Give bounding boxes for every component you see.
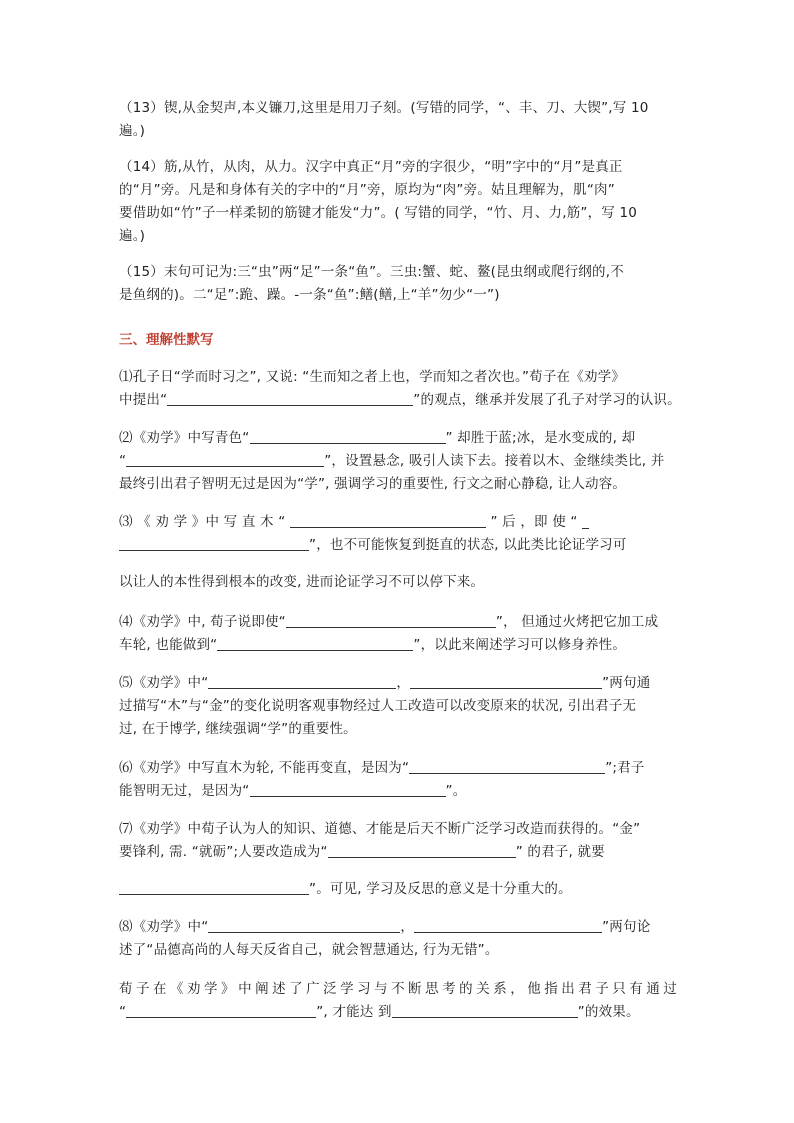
- question-4-mid: ”， 但通过火烤把它加工成: [495, 614, 659, 630]
- answer-blank-5a[interactable]: [208, 673, 396, 689]
- question-5-line-3: 过, 在于博学, 继续强调“学”的重要性。: [119, 721, 357, 737]
- section-heading: 三、理解性默写: [119, 332, 214, 348]
- question-7: [119, 818, 677, 901]
- question-1-line-1: ⑴孔子日“学而时习之”, 又说: “生而知之者上也，学而知之者次也。”荀子在《劝学》: [119, 369, 626, 385]
- question-3-line-1: [119, 511, 677, 534]
- note-15-line-2: 是鱼纲的)。二“足”:跪、躁。-一条“鱼”:鳝(鳝,上“羊”勿少“一”): [119, 287, 500, 303]
- note-14-line-4: 遍。): [119, 228, 146, 244]
- answer-blank-7b[interactable]: [119, 879, 309, 895]
- answer-blank-3b[interactable]: [119, 535, 309, 551]
- question-3-mid: ” 后 ，即 使 “ _: [490, 514, 590, 530]
- question-9-open-quote: “: [119, 1004, 127, 1020]
- question-9-suffix: ”的效果。: [577, 1004, 640, 1020]
- question-2-open-quote: “: [119, 453, 127, 469]
- question-6-line-1: [119, 757, 677, 780]
- answer-blank-8b[interactable]: [414, 917, 602, 933]
- question-2-line-1: [119, 427, 677, 450]
- question-6-suffix: ”。: [445, 783, 467, 799]
- question-6-line-2: [119, 780, 677, 803]
- question-8: [119, 916, 677, 962]
- question-5-line-2: 过描写“木”与“金”的变化说明客观事物经过人工改造可以改变原来的状况, 引出君子无: [119, 698, 637, 714]
- question-7-suffix: ”。可见, 学习及反思的意义是十分重大的。: [309, 881, 572, 897]
- question-3-prefix: ⑶ 《 劝 学 》中 写 直 木 “: [119, 514, 286, 530]
- question-8-prefix: ⑻《劝学》中“: [119, 919, 209, 935]
- question-4-suffix: ”，以此来阐述学习可以修身养性。: [413, 637, 627, 653]
- question-3-line-3: 以让人的本性得到根本的改变, 进而论证学习不可以停下来。: [119, 574, 485, 590]
- question-5-mid: ”两句通: [602, 675, 651, 691]
- note-14-line-3: 要借助如“竹”子一样柔韧的筋键才能发“力”。( 写错的同学，“竹、月、力,筋”，写 10: [119, 205, 638, 221]
- question-8-line-1: [119, 916, 677, 939]
- note-14-line-2: 的“月”旁。凡是和身体有关的字中的“月”旁，原均为“肉”旁。姑且理解为，肌“肉”: [119, 182, 615, 198]
- question-2: [119, 427, 677, 496]
- answer-blank-6b[interactable]: [250, 781, 446, 797]
- answer-blank-1[interactable]: [167, 390, 413, 406]
- question-1-line-2: [119, 389, 681, 412]
- answer-blank-2a[interactable]: [250, 428, 446, 444]
- answer-blank-4b[interactable]: [217, 635, 413, 651]
- question-7-line-3: [119, 878, 677, 901]
- answer-blank-3a[interactable]: [290, 512, 486, 528]
- question-4-line-2: [119, 634, 677, 657]
- question-4: [119, 611, 677, 657]
- question-7-mid: ” 的君子, 就要: [515, 844, 605, 860]
- note-13: [119, 97, 677, 143]
- note-14-line-1: （14）筋,从竹，从肉，从力。汉字中真正“月”旁的字很少，“明”字中的“月”是真正: [119, 159, 623, 175]
- answer-blank-4a[interactable]: [286, 612, 496, 628]
- answer-blank-6a[interactable]: [409, 758, 605, 774]
- question-9-line-2: [119, 1001, 677, 1024]
- question-7-line-1: ⑺《劝学》中荀子认为人的知识、道德、才能是后天不断广泛学习改造而获得的。“金”: [119, 821, 641, 837]
- question-2-line-3: 最终引出君子智明无过是因为“学”, 强调学习的重要性, 行文之耐心静稳, 让人动容。: [119, 476, 627, 492]
- question-7-line-2: [119, 841, 677, 864]
- note-15: [119, 261, 677, 307]
- question-4-prefix: ⑷《劝学》中, 荀子说即使“: [119, 614, 286, 630]
- question-8-mid: ”两句论: [602, 919, 651, 935]
- question-3-line-2: [119, 534, 677, 557]
- answer-blank-9a[interactable]: [126, 1002, 316, 1018]
- answer-blank-7a[interactable]: [328, 842, 516, 858]
- answer-blank-5b[interactable]: [410, 673, 602, 689]
- note-13-line-1: （13）锲,从金契声,本义镰刀,这里是用刀子刻。(写错的同学，“、丰、刀、大锲”,写 10: [119, 100, 649, 116]
- note-15-line-1: （15）末句可记为:三“虫”两“足”一条“鱼”。三虫:蟹、蛇、鳌(昆虫纲或爬行纲的,不: [119, 264, 624, 280]
- question-2-mid: ” 却胜于蓝;冰，是水变成的, 却: [445, 430, 636, 446]
- question-1-prefix: 中提出“: [119, 392, 168, 408]
- question-8-comma: ，: [400, 919, 415, 935]
- question-2-prefix: ⑵《劝学》中写青色“: [119, 430, 250, 446]
- question-3-suffix: ”，也不可能恢复到挺直的状态, 以此类比论证学习可: [309, 537, 627, 553]
- question-9-mid: ”, 才能达 到: [316, 1004, 392, 1020]
- question-9: [119, 978, 677, 1024]
- question-6-mid: ”;君子: [605, 760, 645, 776]
- answer-blank-9b[interactable]: [392, 1002, 578, 1018]
- question-4-prefix-2: 车轮, 也能做到“: [119, 637, 218, 653]
- answer-blank-2b[interactable]: [126, 451, 324, 467]
- question-5-comma: ，: [396, 675, 411, 691]
- question-6-prefix: ⑹《劝学》中写直木为轮, 不能再变直，是因为“: [119, 760, 410, 776]
- question-6-prefix-2: 能智明无过，是因为“: [119, 783, 250, 799]
- question-4-line-1: [119, 611, 677, 634]
- question-7-prefix: 要锋利, 需. “就砺”;人要改造成为“: [119, 844, 328, 860]
- question-8-line-2: 述了“品德高尚的人每天反省自己，就会智慧通达, 行为无错”。: [119, 942, 499, 958]
- question-3: [119, 511, 677, 594]
- question-2-line-2: [119, 450, 677, 473]
- question-1: [119, 366, 681, 412]
- question-2-suffix: ”，设置悬念, 吸引人读下去。接着以木、金继续类比, 并: [324, 453, 665, 469]
- question-5-prefix: ⑸《劝学》中“: [119, 675, 209, 691]
- answer-blank-8a[interactable]: [208, 917, 400, 933]
- question-9-line-1: 荀子在《劝学》中阐述了广泛学习与不断思考的关系，他指出君子只有通过: [119, 981, 677, 997]
- note-14: [119, 156, 677, 248]
- question-5-line-1: [119, 672, 677, 695]
- question-5: [119, 672, 677, 741]
- question-6: [119, 757, 677, 803]
- question-1-suffix: ”的观点，继承并发展了孔子对学习的认识。: [413, 392, 681, 408]
- note-13-line-2: 遍。): [119, 123, 146, 139]
